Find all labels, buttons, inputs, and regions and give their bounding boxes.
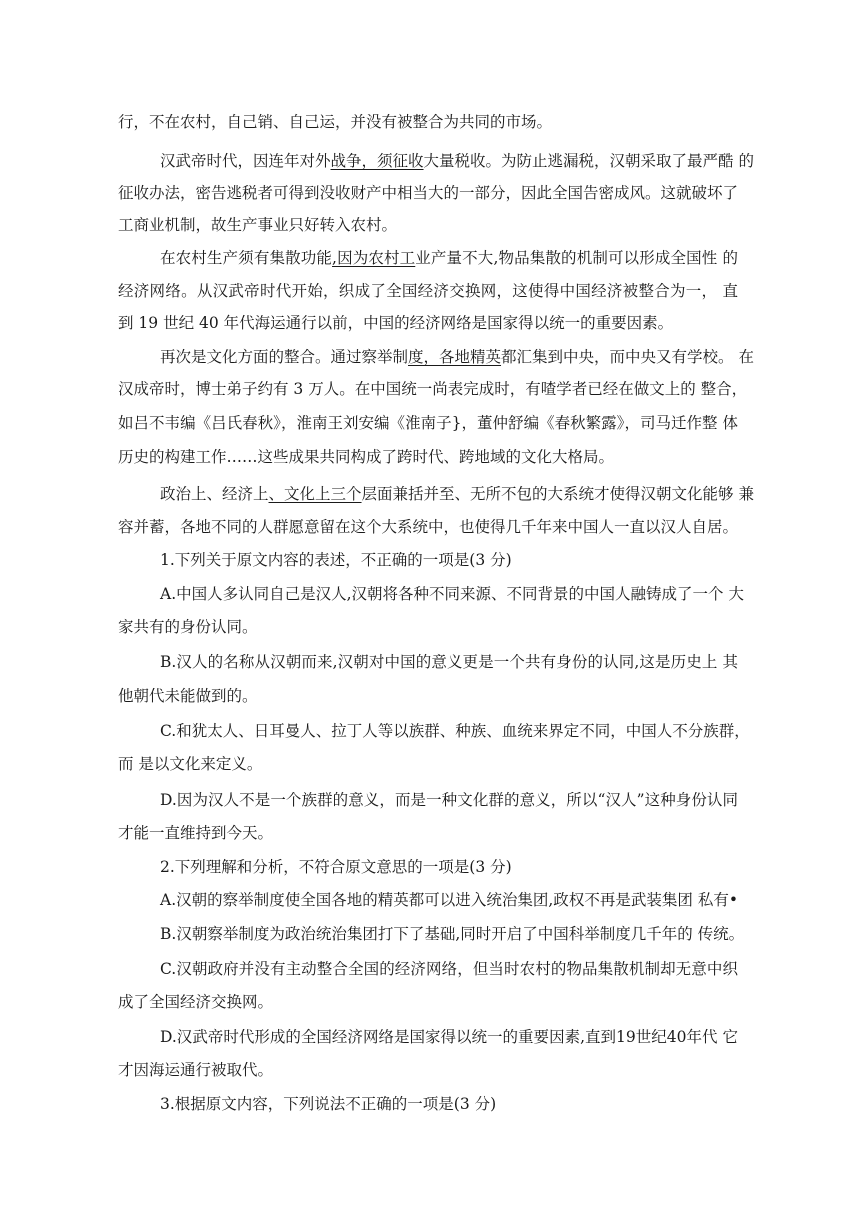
text-line: 容并蓄，各地不同的人群愿意留在这个大系统中，也使得几千年来中国人一直以汉人自居。 [118,518,739,536]
text-line: 汉武帝时代，因连年对外战争，须征收大量税收。为防止逃漏税，汉朝采取了最严酷 的 [160,152,754,170]
text-line: 再次是文化方面的整合。通过察举制度，各地精英都汇集到中央，而中央又有学校。 在 [160,348,754,366]
question-1-option-d: D.因为汉人不是一个族群的意义，而是一种文化群的意义，所以“汉人”这种身份认同 [160,791,738,809]
underlined-text: ,因为农村工 [332,249,416,267]
text-line: 成了全国经济交换网。 [118,993,274,1011]
question-1-stem: 1.下列关于原文内容的表述，不正确的一项是(3 分) [160,551,512,569]
question-2-option-b: B.汉朝察举制度为政治统治集团打下了基础,同时开启了中国科举制度几千年的 传统。 [160,925,745,943]
text-line: 而 是以文化来定义。 [118,755,263,773]
underlined-text: 度，各地精英 [408,348,502,366]
text-line: 到 19 世纪 40 年代海运通行以前，中国的经济网络是国家得以统一的重要因素。 [118,314,674,332]
text-line: 汉成帝时，博士弟子约有 3 万人。在中国统一尚表完成时，有喳学者已经在做文上的 整合， [118,380,748,398]
text-line: 经济网络。从汉武帝时代开始，织成了全国经济交换网，这使得中国经济被整合为一， 直 [118,282,738,300]
question-2-option-d: D.汉武帝时代形成的全国经济网络是国家得以统一的重要因素,直到19世纪40年代 它 [160,1028,738,1046]
text-line: 征收办法，密告逃税者可得到没收财产中相当大的一部分，因此全国告密成风。这就破坏了 [118,184,739,202]
question-2-option-a: A.汉朝的察举制度使全国各地的精英都可以进入统治集团,政权不再是武装集团 私有• [160,891,738,909]
text-line: 他朝代未能做到的。 [118,687,258,705]
text-line: 行，不在农村，自己销、自己运，并没有被整合为共同的市场。 [118,113,553,131]
question-2-option-c: C.汉朝政府并没有主动整合全国的经济网络，但当时农村的物品集散机制却无意中织 [160,960,738,978]
text-line: 历史的构建工作……这些成果共同构成了跨时代、跨地域的文化大格局。 [118,448,615,466]
text-line: 在农村生产须有集散功能,因为农村工业产量不大,物品集散的机制可以形成全国性 的 [160,249,738,267]
question-3-stem: 3.根据原文内容，下列说法不正确的一项是(3 分) [160,1095,497,1113]
text-line: 政治上、经济上、文化上三个层面兼括并至、无所不包的大系统才使得汉朝文化能够 兼 [160,485,754,503]
question-1-option-a: A.中国人多认同自己是汉人,汉朝将各种不同来源、不同背景的中国人融铸成了一个 大 [160,585,744,603]
question-1-option-b: B.汉人的名称从汉朝而来,汉朝对中国的意义更是一个共有身份的认同,这是历史上 其 [160,653,738,671]
question-1-option-c: C.和犹太人、日耳曼人、拉丁人等以族群、种族、血统来界定不同，中国人不分族群， [160,722,750,740]
text-line: 工商业机制，故生产事业只好转入农村。 [118,216,398,234]
text-line: 才因海运通行被取代。 [118,1061,274,1079]
question-2-stem: 2.下列理解和分析，不符合原文意思的一项是(3 分) [160,858,512,876]
underlined-text: 战争，须征收 [330,152,424,170]
underlined-text: 、文化上三个 [268,485,362,503]
text-line: 家共有的身份认同。 [118,618,258,636]
text-line: 如吕不韦编《吕氏春秋》，淮南王刘安编《淮南子}，董仲舒编《春秋繁露》，司马迁作整 体 [118,414,738,432]
text-line: 才能一直维持到今天。 [118,824,274,842]
